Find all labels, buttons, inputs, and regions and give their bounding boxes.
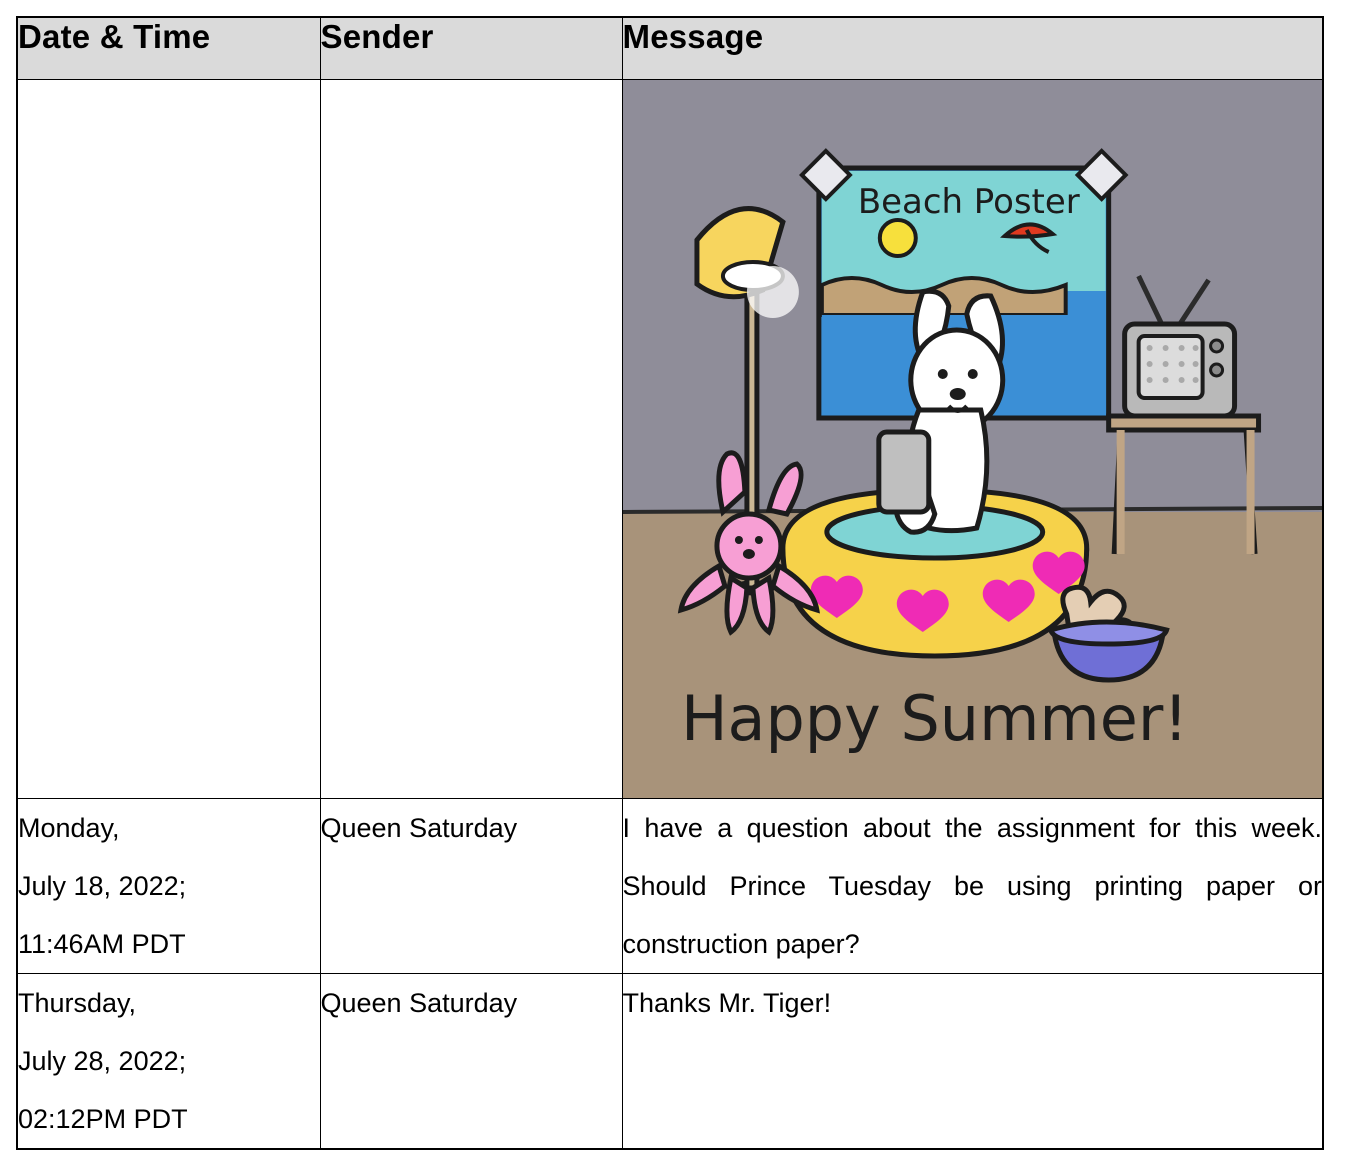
- date-cell-empty: [17, 79, 320, 798]
- column-header-date-time: Date & Time: [17, 17, 320, 79]
- happy-summer-dog-illustration: [623, 80, 1323, 798]
- column-header-sender: Sender: [320, 17, 622, 79]
- illustration-svg: [623, 80, 1323, 798]
- table-body: [17, 79, 1323, 1149]
- table-row: [17, 79, 1323, 798]
- table-row: [17, 973, 1323, 1149]
- table-row: [17, 798, 1323, 973]
- column-header-message: Message: [622, 17, 1323, 79]
- date-line: July 18, 2022;: [18, 870, 187, 901]
- date-line: 02:12PM PDT: [18, 1103, 188, 1134]
- table-header: [17, 17, 1323, 79]
- sender-cell-empty: [320, 79, 622, 798]
- svg-text:Beach Poster: Beach Poster: [857, 181, 1080, 222]
- date-line: July 28, 2022;: [18, 1045, 187, 1076]
- messages-table: [16, 16, 1324, 1150]
- caption-text: Happy Summer!: [680, 681, 1188, 755]
- message-cell: I have a question about the assignment for this week. Should Prince Tuesday be using printing paper or construction paper?: [622, 798, 1323, 973]
- message-cell: Thanks Mr. Tiger!: [622, 973, 1323, 1149]
- date-line: 11:46AM PDT: [18, 928, 186, 959]
- header-row: [17, 17, 1323, 79]
- message-cell-image: [622, 79, 1323, 798]
- sender-cell: Queen Saturday: [320, 973, 622, 1149]
- date-cell: [17, 798, 320, 973]
- sender-cell: Queen Saturday: [320, 798, 622, 973]
- date-cell: [17, 973, 320, 1149]
- date-line: Monday,: [18, 812, 120, 843]
- date-line: Thursday,: [18, 987, 137, 1018]
